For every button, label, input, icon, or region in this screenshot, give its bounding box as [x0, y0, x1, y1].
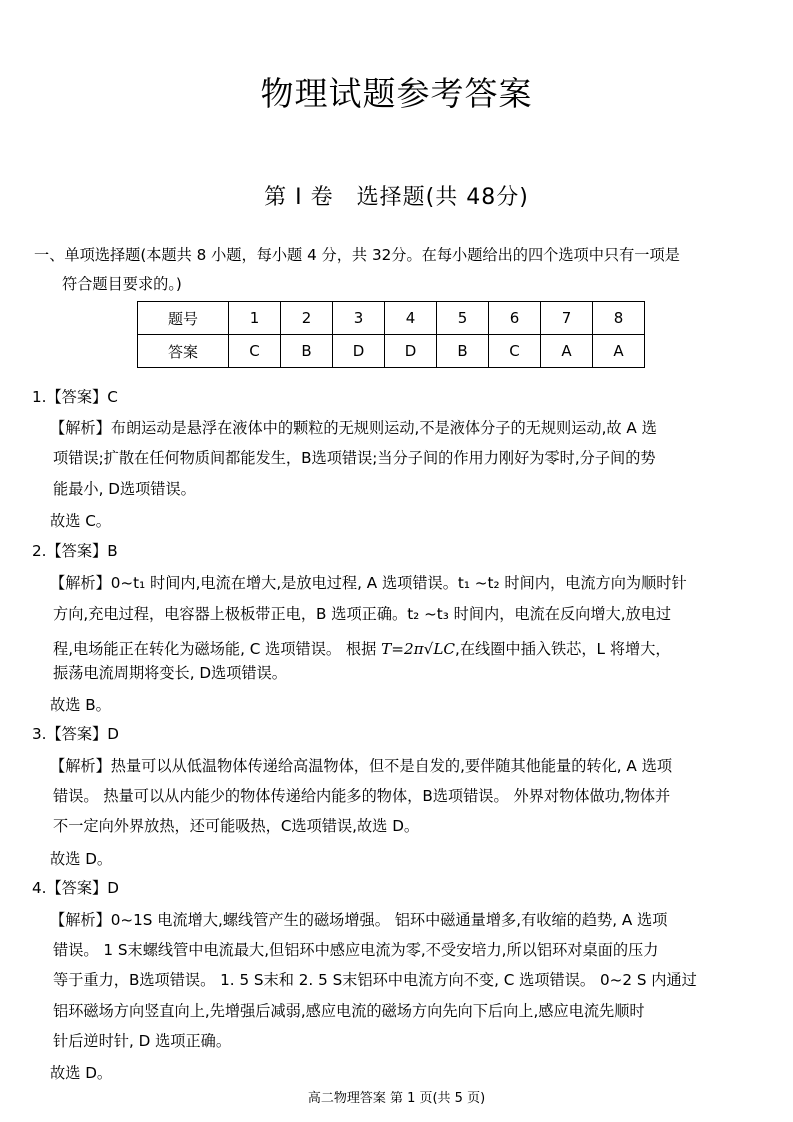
page-title: 物理试题参考答案: [260, 74, 533, 113]
table-header-number: 题号: [138, 302, 229, 335]
q1-answer-heading: 1.【答案】C: [32, 388, 118, 406]
q3-analysis-line: 不一定向外界放热，还可能吸热，C选项错误,故选 D。: [53, 817, 420, 835]
q2-analysis-text: ,在线圈中插入铁芯，L 将增大，: [455, 640, 671, 658]
part-title: 第 I 卷 选择题(共 48分): [264, 185, 529, 210]
q3-conclusion: 故选 D。: [50, 850, 113, 868]
table-row-answers: [138, 335, 645, 368]
table-cell-number: 8: [593, 302, 645, 335]
q1-analysis-line: 项错误;扩散在任何物质间都能发生，B选项错误;当分子间的作用力刚好为零时,分子间的势: [53, 449, 656, 467]
table-cell-answer: A: [593, 335, 645, 368]
q3-analysis-line: 【解析】热量可以从低温物体传递给高温物体，但不是自发的,要伴随其他能量的转化, A 选项: [50, 757, 673, 775]
table-cell-answer: A: [541, 335, 593, 368]
q2-analysis-line: [53, 638, 671, 659]
q4-analysis-line: 针后逆时针, D 选项正确。: [53, 1032, 232, 1050]
q1-analysis-line: 能最小, D选项错误。: [53, 480, 196, 498]
table-cell-answer: D: [385, 335, 437, 368]
table-cell-number: 7: [541, 302, 593, 335]
q1-conclusion: 故选 C。: [50, 512, 111, 530]
table-cell-number: 1: [229, 302, 281, 335]
table-cell-number: 2: [281, 302, 333, 335]
table-cell-number: 6: [489, 302, 541, 335]
answer-table: [137, 301, 645, 368]
q4-analysis-line: 【解析】0~1S 电流增大,螺线管产生的磁场增强。 铝环中磁通量增多,有收缩的趋势, A 选项: [50, 911, 668, 929]
q3-analysis-line: 错误。 热量可以从内能少的物体传递给内能多的物体，B选项错误。 外界对物体做功,物体并: [53, 787, 671, 805]
page-footer: 高二物理答案 第 1 页(共 5 页): [307, 1091, 486, 1106]
q4-analysis-line: 错误。 1 S末螺线管中电流最大,但铝环中感应电流为零,不受安培力,所以铝环对桌面的压力: [53, 941, 659, 959]
table-header-answer: 答案: [138, 335, 229, 368]
q4-answer-heading: 4.【答案】D: [32, 879, 119, 897]
q4-conclusion: 故选 D。: [50, 1064, 113, 1082]
table-cell-answer: C: [229, 335, 281, 368]
q3-answer-heading: 3.【答案】D: [32, 725, 119, 743]
table-cell-number: 3: [333, 302, 385, 335]
q2-analysis-line: 振荡电流周期将变长, D选项错误。: [53, 664, 287, 682]
table-cell-answer: D: [333, 335, 385, 368]
q4-analysis-line: 等于重力，B选项错误。 1. 5 S末和 2. 5 S末铝环中电流方向不变, C 选项错误。 0~2 S 内通过: [53, 971, 697, 989]
q2-conclusion: 故选 B。: [50, 696, 111, 714]
table-cell-answer: B: [281, 335, 333, 368]
q2-answer-heading: 2.【答案】B: [32, 542, 118, 560]
table-row-numbers: [138, 302, 645, 335]
q2-analysis-line: 【解析】0~t₁ 时间内,电流在增大,是放电过程, A 选项错误。t₁ ~t₂ 时间内，电流方向为顺时针: [50, 574, 687, 592]
q4-analysis-line: 铝环磁场方向竖直向上,先增强后减弱,感应电流的磁场方向先向下后向上,感应电流先顺时: [53, 1002, 645, 1020]
section-heading-line1: 一、单项选择题(本题共 8 小题，每小题 4 分，共 32分。在每小题给出的四个选项中只有一项是: [34, 246, 680, 264]
period-formula: T=2π√LC: [381, 640, 456, 658]
table-cell-answer: B: [437, 335, 489, 368]
table-cell-number: 4: [385, 302, 437, 335]
table-cell-answer: C: [489, 335, 541, 368]
section-heading-line2: 符合题目要求的。): [62, 275, 182, 293]
q1-analysis-line: 【解析】布朗运动是悬浮在液体中的颗粒的无规则运动,不是液体分子的无规则运动,故 A 选: [50, 419, 657, 437]
table-cell-number: 5: [437, 302, 489, 335]
q2-analysis-line: 方向,充电过程，电容器上极板带正电，B 选项正确。t₂ ~t₃ 时间内，电流在反向增大,放电过: [53, 605, 672, 623]
q2-analysis-text: 程,电场能正在转化为磁场能, C 选项错误。 根据: [53, 640, 377, 658]
